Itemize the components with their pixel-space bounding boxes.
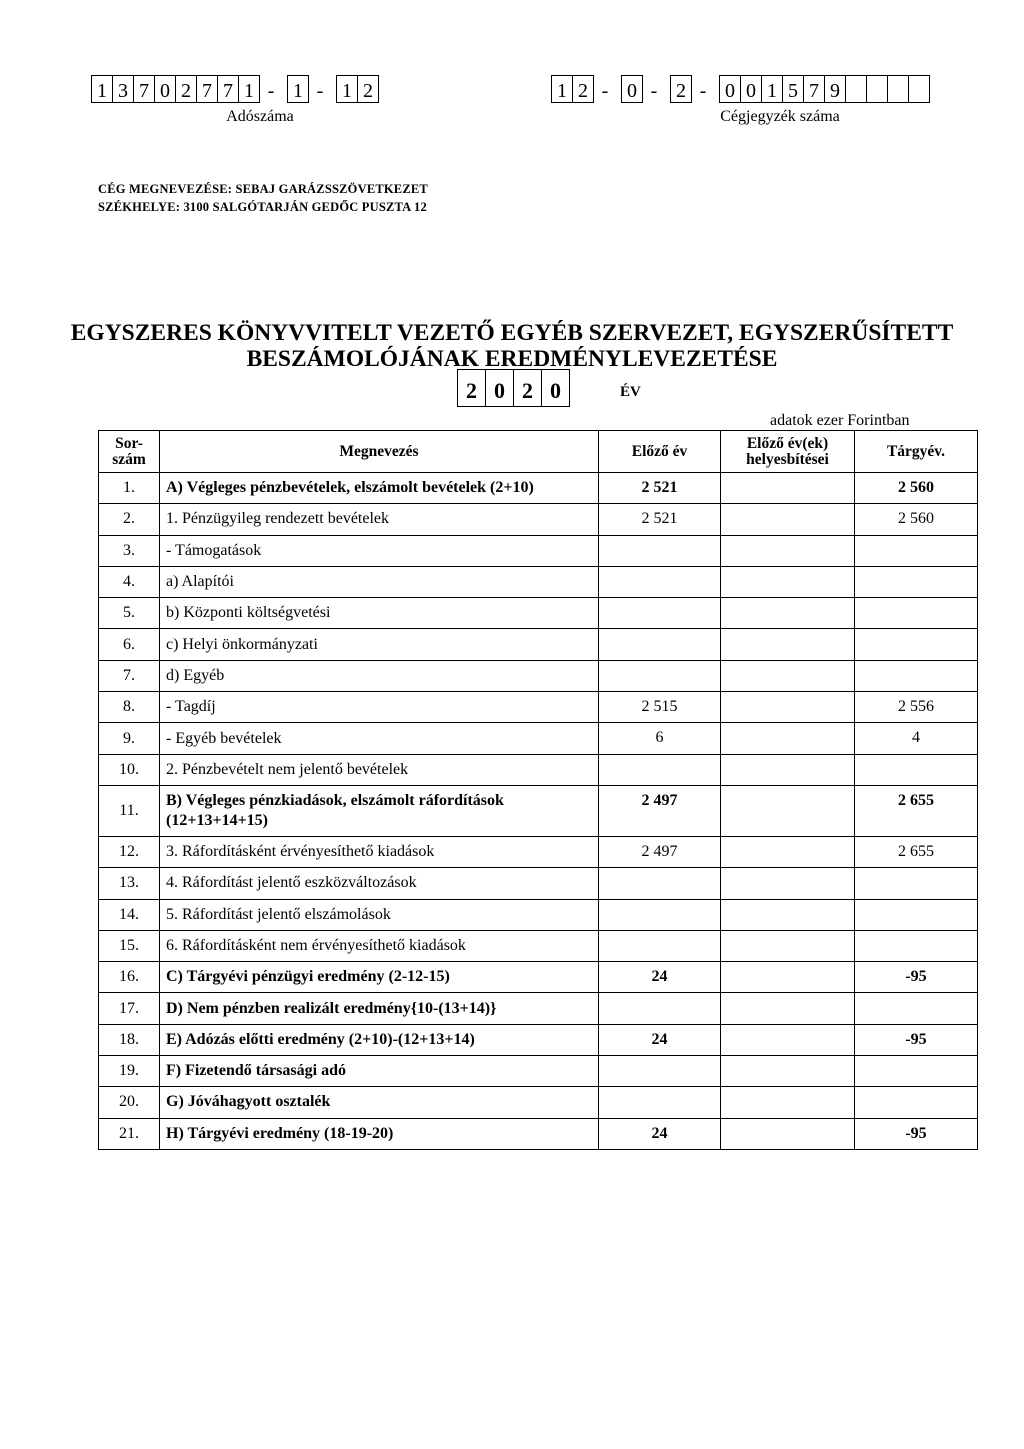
digit-box: 2 (175, 75, 197, 103)
row-label: b) Központi költségvetési (160, 598, 599, 629)
digit-box: 7 (217, 75, 239, 103)
correction-value (721, 962, 855, 993)
year-digit-box: 0 (541, 369, 570, 407)
current-year-value (855, 1087, 978, 1118)
previous-year-value: 6 (599, 723, 721, 754)
row-label: 6. Ráfordításként nem érvényesíthető kiadások (160, 930, 599, 961)
digit-box (908, 75, 930, 103)
correction-value (721, 868, 855, 899)
digit-box (866, 75, 888, 103)
row-label: B) Végleges pénzkiadások, elszámolt ráfordítások (12+13+14+15) (160, 785, 599, 836)
digit-box: 0 (154, 75, 176, 103)
digit-box: 0 (621, 75, 643, 103)
table-row (99, 692, 978, 723)
current-year-value: 2 556 (855, 692, 978, 723)
current-year-value: 2 655 (855, 836, 978, 867)
year-digit-box: 0 (485, 369, 514, 407)
row-label: - Támogatások (160, 535, 599, 566)
table-row (99, 629, 978, 660)
correction-value (721, 993, 855, 1024)
row-number: 2. (99, 504, 160, 535)
correction-value (721, 598, 855, 629)
row-label: E) Adózás előtti eredmény (2+10)-(12+13+14) (160, 1024, 599, 1055)
current-year-value (855, 993, 978, 1024)
row-number: 10. (99, 754, 160, 785)
current-year-value (855, 566, 978, 597)
current-year-value (855, 535, 978, 566)
digit-box: 2 (572, 75, 594, 103)
row-number: 9. (99, 723, 160, 754)
correction-value (721, 1056, 855, 1087)
digit-box: 0 (719, 75, 741, 103)
row-label: F) Fizetendő társasági adó (160, 1056, 599, 1087)
digit-box: 3 (112, 75, 134, 103)
correction-value (721, 723, 855, 754)
row-number: 12. (99, 836, 160, 867)
year-digit-box: 2 (513, 369, 542, 407)
table-row (99, 723, 978, 754)
digit-box: 1 (336, 75, 358, 103)
header-targyev: Tárgyév. (855, 431, 978, 473)
separator-dash: - (267, 80, 275, 102)
previous-year-value (599, 868, 721, 899)
table-row (99, 504, 978, 535)
year-suffix: ÉV (620, 384, 641, 400)
row-label: D) Nem pénzben realizált eredmény{10-(13+14)} (160, 993, 599, 1024)
row-label: d) Egyéb (160, 660, 599, 691)
row-label: 2. Pénzbevételt nem jelentő bevételek (160, 754, 599, 785)
previous-year-value (599, 535, 721, 566)
row-number: 21. (99, 1118, 160, 1149)
row-number: 16. (99, 962, 160, 993)
row-number: 18. (99, 1024, 160, 1055)
correction-value (721, 692, 855, 723)
previous-year-value: 24 (599, 962, 721, 993)
document-title-line2: BESZÁMOLÓJÁNAK EREDMÉNYLEVEZETÉSE (246, 346, 778, 372)
previous-year-value (599, 930, 721, 961)
table-row (99, 993, 978, 1024)
row-number: 17. (99, 993, 160, 1024)
row-label: 3. Ráfordításként érvényesíthető kiadások (160, 836, 599, 867)
current-year-value: 4 (855, 723, 978, 754)
digit-box: 2 (357, 75, 379, 103)
table-row (99, 1087, 978, 1118)
table-row (99, 868, 978, 899)
table-row (99, 899, 978, 930)
previous-year-value: 2 515 (599, 692, 721, 723)
previous-year-value (599, 1056, 721, 1087)
row-label: c) Helyi önkormányzati (160, 629, 599, 660)
table-row (99, 1056, 978, 1087)
correction-value (721, 1087, 855, 1118)
digit-box: 7 (196, 75, 218, 103)
table-row (99, 754, 978, 785)
previous-year-value: 2 497 (599, 785, 721, 836)
row-label: - Egyéb bevételek (160, 723, 599, 754)
row-label: C) Tárgyévi pénzügyi eredmény (2-12-15) (160, 962, 599, 993)
current-year-value: 2 655 (855, 785, 978, 836)
previous-year-value (599, 1087, 721, 1118)
year-boxes (458, 369, 570, 409)
previous-year-value: 24 (599, 1024, 721, 1055)
row-number: 19. (99, 1056, 160, 1087)
row-label: - Tagdíj (160, 692, 599, 723)
current-year-value (855, 899, 978, 930)
row-label: 5. Ráfordítást jelentő elszámolások (160, 899, 599, 930)
previous-year-value (599, 629, 721, 660)
table-row (99, 1118, 978, 1149)
current-year-value: -95 (855, 962, 978, 993)
previous-year-value: 24 (599, 1118, 721, 1149)
current-year-value: 2 560 (855, 504, 978, 535)
correction-value (721, 836, 855, 867)
row-number: 11. (99, 785, 160, 836)
row-number: 3. (99, 535, 160, 566)
correction-value (721, 1024, 855, 1055)
header-megnevezes: Megnevezés (160, 431, 599, 473)
row-label: H) Tárgyévi eredmény (18-19-20) (160, 1118, 599, 1149)
correction-value (721, 785, 855, 836)
income-statement-table (98, 430, 978, 1150)
correction-value (721, 566, 855, 597)
correction-value (721, 535, 855, 566)
digit-box: 5 (782, 75, 804, 103)
correction-value (721, 660, 855, 691)
unit-note: adatok ezer Forintban (770, 412, 910, 429)
digit-box: 1 (287, 75, 309, 103)
previous-year-value (599, 754, 721, 785)
current-year-value (855, 629, 978, 660)
row-number: 7. (99, 660, 160, 691)
current-year-value (855, 598, 978, 629)
table-row (99, 962, 978, 993)
header-sorszam: Sor- szám (99, 431, 160, 473)
row-number: 14. (99, 899, 160, 930)
current-year-value (855, 660, 978, 691)
header-elozo-ev: Előző év (599, 431, 721, 473)
previous-year-value (599, 660, 721, 691)
table-row (99, 930, 978, 961)
company-seat: SZÉKHELYE: 3100 SALGÓTARJÁN GEDŐC PUSZTA 12 (98, 200, 427, 214)
company-name: CÉG MEGNEVEZÉSE: SEBAJ GARÁZSSZÖVETKEZET (98, 182, 428, 196)
year-digit-box: 2 (457, 369, 486, 407)
tax-number-boxes (92, 75, 379, 105)
digit-box: 1 (761, 75, 783, 103)
current-year-value: -95 (855, 1024, 978, 1055)
digit-box: 9 (824, 75, 846, 103)
row-number: 6. (99, 629, 160, 660)
current-year-value: -95 (855, 1118, 978, 1149)
row-label: G) Jóváhagyott osztalék (160, 1087, 599, 1118)
previous-year-value: 2 521 (599, 473, 721, 504)
digit-box: 2 (670, 75, 692, 103)
correction-value (721, 473, 855, 504)
current-year-value (855, 930, 978, 961)
previous-year-value (599, 993, 721, 1024)
row-number: 8. (99, 692, 160, 723)
digit-box: 7 (803, 75, 825, 103)
previous-year-value (599, 566, 721, 597)
row-number: 1. (99, 473, 160, 504)
row-label: 4. Ráfordítást jelentő eszközváltozások (160, 868, 599, 899)
digit-box: 1 (551, 75, 573, 103)
row-number: 15. (99, 930, 160, 961)
table-row (99, 1024, 978, 1055)
row-label: 1. Pénzügyileg rendezett bevételek (160, 504, 599, 535)
previous-year-value (599, 899, 721, 930)
digit-box: 0 (740, 75, 762, 103)
digit-box: 1 (238, 75, 260, 103)
digit-box (887, 75, 909, 103)
row-number: 20. (99, 1087, 160, 1118)
row-number: 4. (99, 566, 160, 597)
correction-value (721, 899, 855, 930)
separator-dash: - (650, 80, 658, 102)
digit-box (845, 75, 867, 103)
header-helyesbites: Előző év(ek) helyesbítései (721, 431, 855, 473)
current-year-value: 2 560 (855, 473, 978, 504)
correction-value (721, 930, 855, 961)
separator-dash: - (316, 80, 324, 102)
table-row (99, 785, 978, 836)
correction-value (721, 754, 855, 785)
row-label: A) Végleges pénzbevételek, elszámolt bevételek (2+10) (160, 473, 599, 504)
previous-year-value: 2 521 (599, 504, 721, 535)
tax-number-label: Adószáma (226, 108, 294, 125)
table-header-row (99, 431, 978, 473)
table-row (99, 566, 978, 597)
table-row (99, 660, 978, 691)
document-title-line1: EGYSZERES KÖNYVVITELT VEZETŐ EGYÉB SZERVEZET, EGYSZERŰSÍTETT (70, 320, 954, 346)
table-row (99, 535, 978, 566)
company-registration-label: Cégjegyzék száma (720, 108, 840, 125)
table-row (99, 598, 978, 629)
table-row (99, 836, 978, 867)
previous-year-value: 2 497 (599, 836, 721, 867)
correction-value (721, 504, 855, 535)
separator-dash: - (601, 80, 609, 102)
current-year-value (855, 754, 978, 785)
row-number: 5. (99, 598, 160, 629)
current-year-value (855, 868, 978, 899)
digit-box: 1 (91, 75, 113, 103)
correction-value (721, 1118, 855, 1149)
row-number: 13. (99, 868, 160, 899)
table-row (99, 473, 978, 504)
company-registration-boxes (552, 75, 930, 105)
current-year-value (855, 1056, 978, 1087)
digit-box: 7 (133, 75, 155, 103)
separator-dash: - (699, 80, 707, 102)
previous-year-value (599, 598, 721, 629)
correction-value (721, 629, 855, 660)
row-label: a) Alapítói (160, 566, 599, 597)
